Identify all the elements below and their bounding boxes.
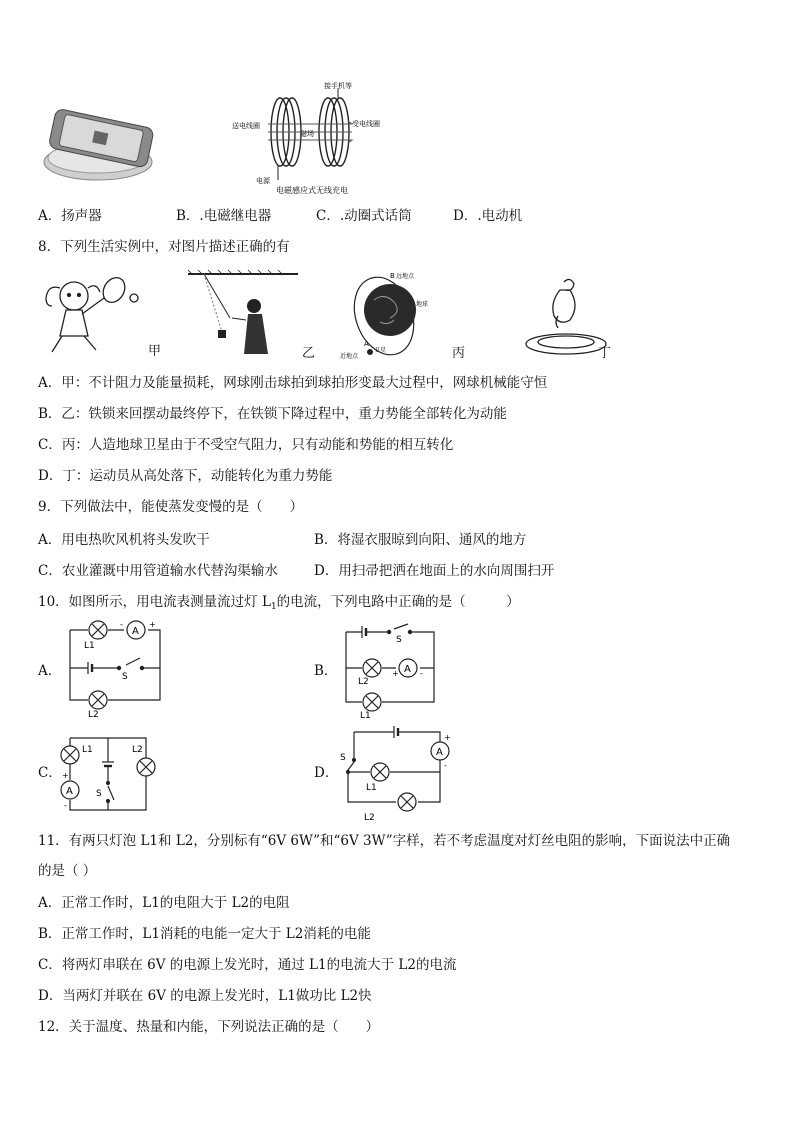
- q10-stem-pre: 10．如图所示，用电流表测量流过灯 L: [38, 594, 271, 610]
- circuit-b-plus: +: [392, 669, 399, 678]
- q7-option-c: C．.动圈式话筒: [316, 208, 412, 224]
- circuit-c-l2: L2: [132, 745, 143, 755]
- circuit-d-switch: S: [340, 753, 346, 763]
- circuit-c-switch: S: [96, 789, 102, 799]
- circuit-a-l2: L2: [88, 710, 99, 718]
- q11-option-d: D．当两灯并联在 6V 的电源上发光时，L1做功比 L2快: [38, 988, 372, 1004]
- q12-stem: 12．关于温度、热量和内能，下列说法正确的是（ ）: [38, 1019, 380, 1035]
- q8-option-c: C．丙：人造地球卫星由于不受空气阻力，只有动能和势能的相互转化: [38, 437, 454, 453]
- pendulum-lock-figure: [188, 270, 298, 360]
- diagram-caption: 电磁感应式无线充电: [276, 186, 348, 195]
- orbit-label-sat: 卫星: [374, 347, 387, 354]
- wireless-charger-photo: [40, 104, 160, 184]
- q10-option-c-letter: C．: [38, 765, 62, 781]
- orbit-label-far: 远地点: [396, 273, 415, 280]
- circuit-b-l1: L1: [360, 711, 371, 721]
- q9-option-b: B．将湿衣服晾到向阳、通风的地方: [314, 532, 527, 548]
- figure-label-yi: 乙: [302, 346, 316, 361]
- q10-option-d-letter: D．: [314, 765, 339, 781]
- power-label: 电源: [256, 177, 270, 185]
- send-coil-label: 送电线圈: [232, 122, 260, 130]
- q11-stem-line2: 的是（ ）: [38, 863, 97, 879]
- q8-option-a: A．甲：不计阻力及能量损耗，网球刚击球拍到球拍形变最大过程中，网球机械能守恒: [38, 375, 548, 391]
- orbit-label-a: A: [364, 340, 369, 348]
- q10-option-a-letter: A．: [38, 663, 62, 679]
- q10-option-b-letter: B．: [314, 663, 338, 679]
- q9-option-a: A．用电热吹风机将头发吹干: [38, 532, 210, 548]
- circuit-b: [336, 618, 456, 722]
- q7-option-d: D．.电动机: [453, 208, 523, 224]
- circuit-a-plus: +: [149, 620, 156, 629]
- induction-charging-diagram: [228, 80, 388, 196]
- diver-figure: [520, 276, 610, 358]
- q11-option-c: C．将两灯串联在 6V 的电源上发光时，通过 L1的电流大于 L2的电流: [38, 957, 457, 973]
- receiver-label: 接手机等: [324, 82, 352, 90]
- circuit-a-minus: -: [120, 620, 123, 629]
- q10-stem-sub: 1: [270, 602, 277, 612]
- q10-stem: [38, 593, 520, 616]
- q10-stem-post: 的电流，下列电路中正确的是（ ）: [276, 594, 520, 610]
- q7-option-b: B．.电磁继电器: [176, 208, 272, 224]
- q11-option-b: B．正常工作时，L1消耗的电能一定大于 L2消耗的电能: [38, 926, 371, 942]
- circuit-c: [60, 730, 160, 820]
- figure-label-jia: 甲: [148, 344, 162, 359]
- circuit-d-ammeter-label: A: [436, 747, 443, 758]
- circuit-c-minus: -: [64, 801, 67, 810]
- circuit-d-l2: L2: [364, 813, 375, 822]
- circuit-d-l1: L1: [366, 783, 377, 793]
- circuit-c-l1: L1: [82, 745, 93, 755]
- circuit-a-l1: L1: [84, 641, 95, 651]
- circuit-d: [336, 722, 456, 822]
- q11-stem-line1: 11．有两只灯泡 L1和 L2，分别标有“6V 6W”和“6V 3W”字样，若不考虑温度对灯丝电阻的影响，下面说法中正确: [38, 833, 731, 849]
- q8-option-b: B．乙：铁锁来回摆动最终停下，在铁锁下降过程中，重力势能全部转化为动能: [38, 406, 507, 422]
- orbit-label-earth: 地球: [416, 301, 429, 308]
- orbit-label-b: B: [390, 272, 395, 280]
- recv-coil-label: 受电线圈: [352, 120, 380, 128]
- circuit-d-minus: -: [444, 761, 447, 770]
- q11-option-a: A．正常工作时，L1的电阻大于 L2的电阻: [38, 895, 290, 911]
- circuit-b-switch: S: [396, 635, 402, 645]
- q9-option-d: D．用扫帚把洒在地面上的水向周围扫开: [314, 563, 555, 579]
- q8-option-d: D．丁：运动员从高处落下，动能转化为重力势能: [38, 468, 333, 484]
- circuit-b-l2: L2: [358, 677, 369, 687]
- satellite-orbit-figure: [340, 270, 436, 360]
- circuit-a: [60, 618, 180, 718]
- circuit-a-ammeter-label: A: [132, 626, 139, 637]
- q8-stem: 8．下列生活实例中，对图片描述正确的有: [38, 239, 290, 255]
- circuit-a-switch: S: [122, 672, 128, 682]
- magnetic-field-label: 磁场: [300, 130, 314, 138]
- q9-stem: 9．下列做法中，能使蒸发变慢的是（ ）: [38, 499, 304, 515]
- figure-label-bing: 丙: [452, 346, 466, 361]
- figure-label-ding: 丁: [598, 346, 612, 361]
- circuit-b-minus: -: [420, 669, 423, 678]
- tennis-girl-figure: [38, 272, 148, 358]
- circuit-d-plus: +: [444, 733, 451, 742]
- q9-option-c: C．农业灌溉中用管道输水代替沟渠输水: [38, 563, 278, 579]
- q7-option-a: A．扬声器: [38, 208, 102, 224]
- orbit-label-near: 近地点: [340, 353, 359, 360]
- circuit-c-ammeter-label: A: [66, 786, 73, 797]
- circuit-c-plus: +: [62, 771, 69, 780]
- circuit-b-ammeter-label: A: [404, 664, 411, 675]
